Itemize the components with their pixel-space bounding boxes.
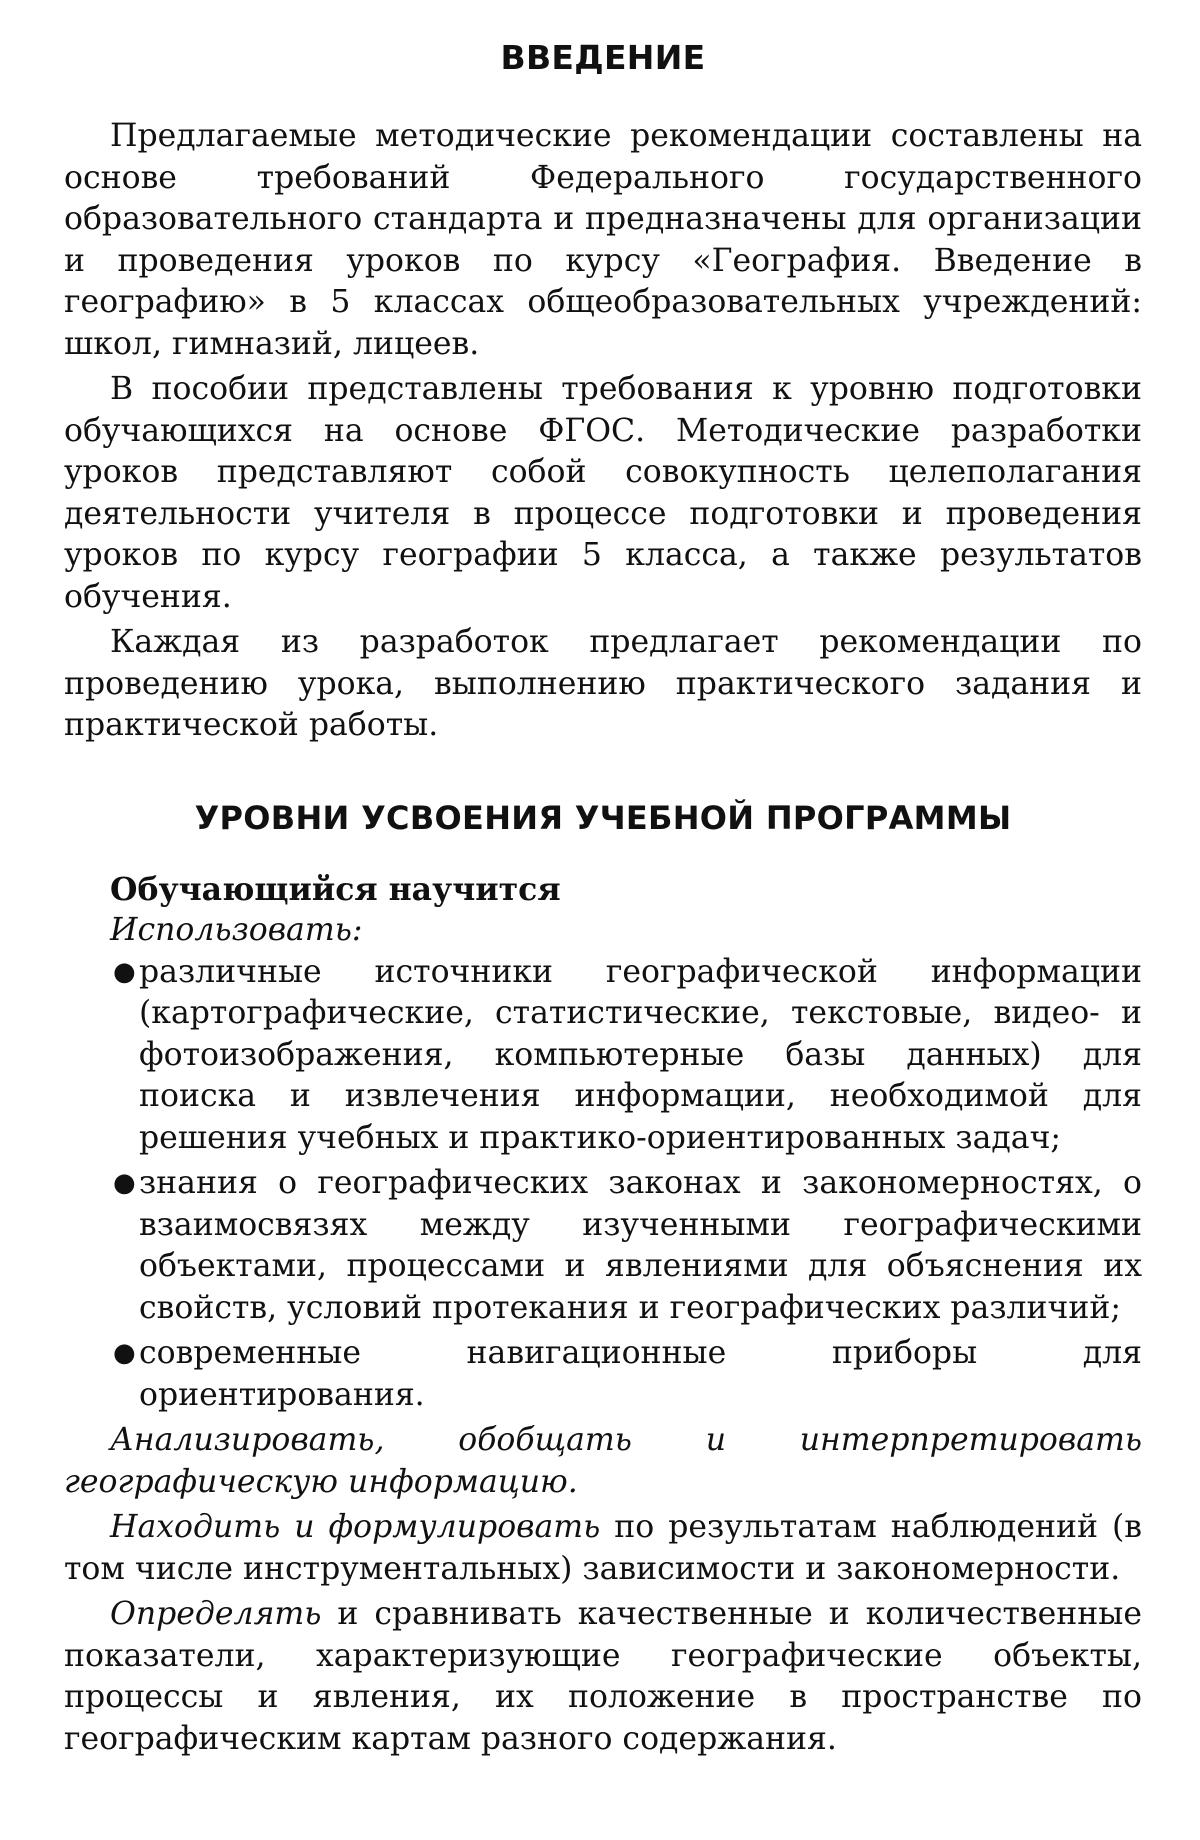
bullet-dot-icon: ● <box>113 1338 136 1368</box>
find-rest: по результатам наблюдений (в том числе инструментальных) зависимости и закономерности. <box>64 1509 1143 1587</box>
bullet-dot-icon: ● <box>113 956 136 987</box>
use-bullet-list <box>64 952 1142 1417</box>
find-emphasis: Находить и формулировать <box>110 1509 601 1545</box>
learner-subheading: Обучающийся научится <box>110 870 561 908</box>
intro-paragraph-2: В пособии представлены требования к уровню подготовки обучающихся на основе ФГОС. Методические разработки уроков представляют собой совокупность целеполагания деятельности учителя в процессе подготовки и проведения уроков по курсу географии 5 класса, а также результатов обучения. <box>64 371 1142 615</box>
analyze-paragraph: Анализировать, обобщать и интерпретировать географическую информацию. <box>64 1422 1142 1500</box>
levels-heading: УРОВНИ УСВОЕНИЯ УЧЕБНОЙ ПРОГРАММЫ <box>194 798 1012 837</box>
determine-paragraph <box>64 1594 1142 1760</box>
determine-rest: и сравнивать качественные и количественные показатели, характеризующие географические объекты, процессы и явления, их положение в пространстве по географическим картам разного содержания. <box>64 1596 1142 1757</box>
bullet-text: знания о географических законах и закономерностях, о взаимосвязях между изученными географическими объектами, процессами и явлениями для объяснения их свойств, условий протекания и географических различий; <box>139 1165 1142 1326</box>
list-item <box>64 952 1142 1160</box>
determine-emphasis: Определять <box>110 1596 322 1632</box>
bullet-text: различные источники географической информации (картографические, статистические, текстовые, видео- и фотоизображения, компьютерные базы данных) для поиска и извлечения информации, необходимой для решения учебных и практико-ориентированных задач; <box>139 953 1142 1156</box>
use-label: Использовать: <box>110 912 363 948</box>
intro-paragraph-3: Каждая из разработок предлагает рекомендации по проведению урока, выполнению практического задания и практической работы. <box>64 624 1142 743</box>
bullet-text: современные навигационные приборы для ориентирования. <box>139 1335 1142 1413</box>
find-paragraph <box>64 1507 1142 1590</box>
bullet-dot-icon: ● <box>113 1168 136 1198</box>
list-item <box>64 1333 1142 1416</box>
intro-heading: ВВЕДЕНИЕ <box>500 38 706 77</box>
document-page <box>64 28 1142 1764</box>
list-item <box>64 1163 1142 1329</box>
intro-paragraph-1: Предлагаемые методические рекомендации составлены на основе требований Федерального государственного образовательного стандарта и предназначены для организации и проведения уроков по курсу «География. Введение в географию» в 5 классах общеобразовательных учреждений: школ, гимназий, лицеев. <box>64 118 1142 362</box>
